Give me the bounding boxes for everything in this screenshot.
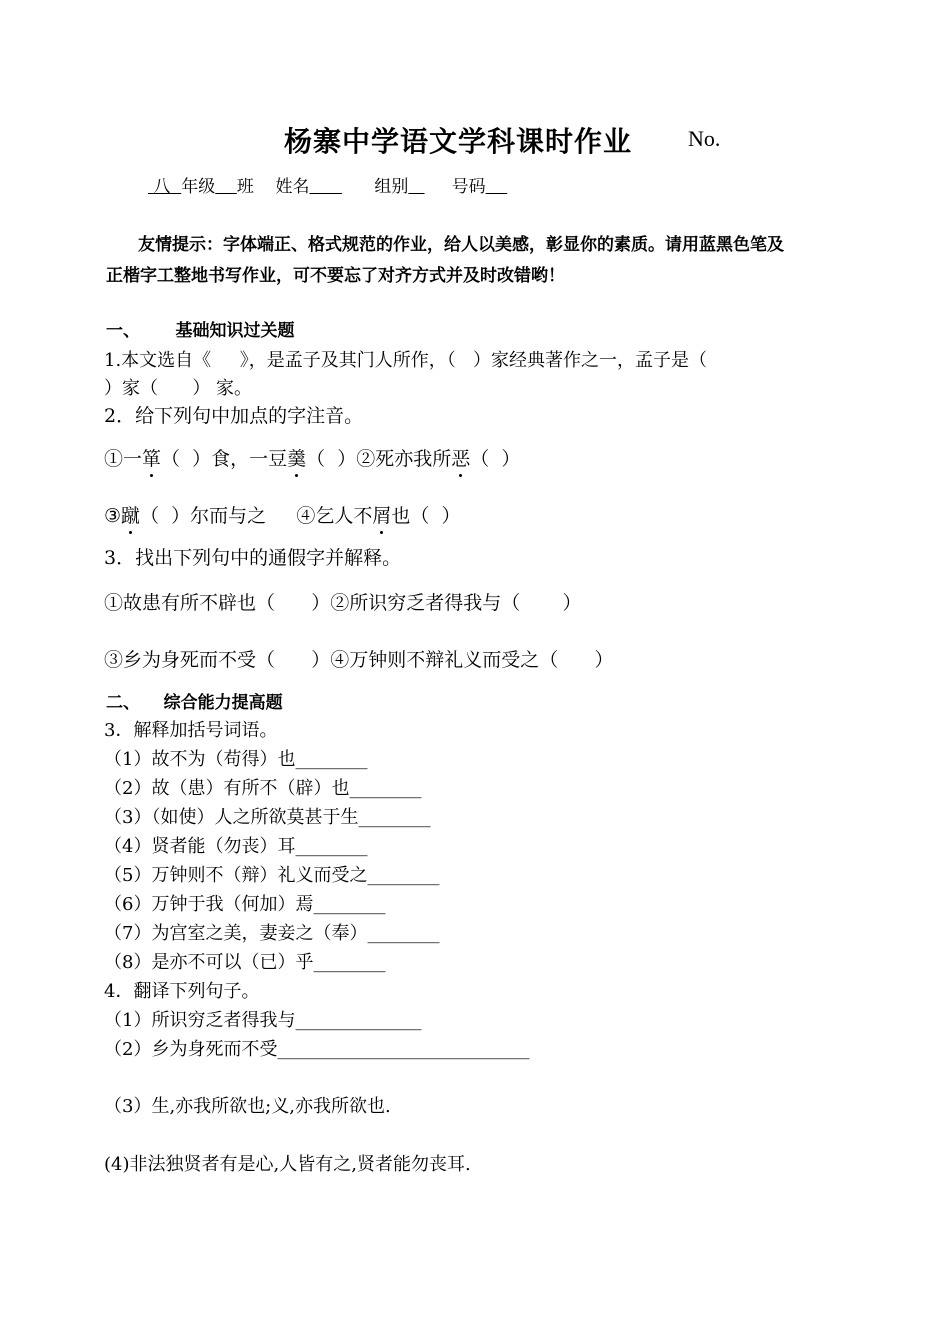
page-title: 杨寨中学语文学科课时作业 (284, 125, 633, 158)
explain-item: （2）故（患）有所不（辟）也________ (104, 778, 422, 799)
explain-item: （8）是亦不可以（已）乎________ (104, 952, 386, 973)
class-label: 班 (236, 177, 254, 197)
explain-item: （1）故不为（苟得）也________ (104, 749, 368, 770)
q1-line-2: ）家（ ） 家。 (104, 378, 253, 399)
q3-title: 3．找出下列句中的通假字并解释。 (104, 547, 402, 569)
q2-line-1: ①一箪（ ）食，一豆羹（ ）②死亦我所恶（ ） (104, 444, 520, 471)
q2-title: 2．给下列句中加点的字注音。 (104, 405, 364, 427)
explain-item: （3）（如使）人之所欲莫甚于生________ (104, 807, 431, 828)
tip-line-2: 正楷字工整地书写作业，可不要忘了对齐方式并及时改错哟！ (106, 266, 565, 286)
grade-value: 八 (153, 177, 171, 197)
q1-line-1: 1.本文选自《 》，是孟子及其门人所作，（ ）家经典著作之一，孟子是（ (104, 350, 707, 371)
number-label: No. (688, 126, 721, 151)
q2-line-2: ③蹴（ ）尔而与之 ④乞人不屑也（ ） (104, 501, 460, 528)
translate-item: （2）乡为身死而不受____________________________ (104, 1039, 530, 1060)
explain-item: （6）万钟于我（何加）焉________ (104, 894, 386, 915)
student-info-line (148, 172, 507, 197)
section-2-heading: 二、 综合能力提高题 (106, 693, 283, 713)
explain-item: （5）万钟则不（辩）礼义而受之________ (104, 865, 440, 886)
q3-line-2: ③乡为身死而不受（ ）④万钟则不辩礼义而受之（ ） (104, 649, 614, 671)
tip-line-1: 友情提示：字体端正、格式规范的作业，给人以美感，彰显你的素质。请用蓝黑色笔及 (138, 235, 784, 255)
q3-line-1: ①故患有所不辟也（ ）②所识穷乏者得我与（ ） (104, 592, 582, 614)
name-blank (309, 177, 341, 197)
translate-item: （3）生,亦我所欲也;义,亦我所欲也. (104, 1096, 391, 1117)
section-1-heading: 一、 基础知识过关题 (106, 321, 295, 341)
translate-title: 4．翻译下列句子。 (104, 981, 260, 1002)
grade-label: 年级 (181, 177, 216, 197)
translate-item: （1）所识穷乏者得我与______________ (104, 1010, 422, 1031)
translate-item: (4)非法独贤者有是心,人皆有之,贤者能勿丧耳. (104, 1154, 471, 1175)
explain-title: 3．解释加括号词语。 (104, 720, 278, 741)
group-label: 组别 (374, 177, 409, 197)
id-label: 号码 (451, 177, 486, 197)
explain-item: （7）为宫室之美，妻妾之（奉）________ (104, 923, 440, 944)
id-blank (486, 177, 508, 197)
group-blank (408, 177, 424, 197)
explain-item: （4）贤者能（勿丧）耳________ (104, 836, 368, 857)
name-label: 姓名 (275, 177, 310, 197)
